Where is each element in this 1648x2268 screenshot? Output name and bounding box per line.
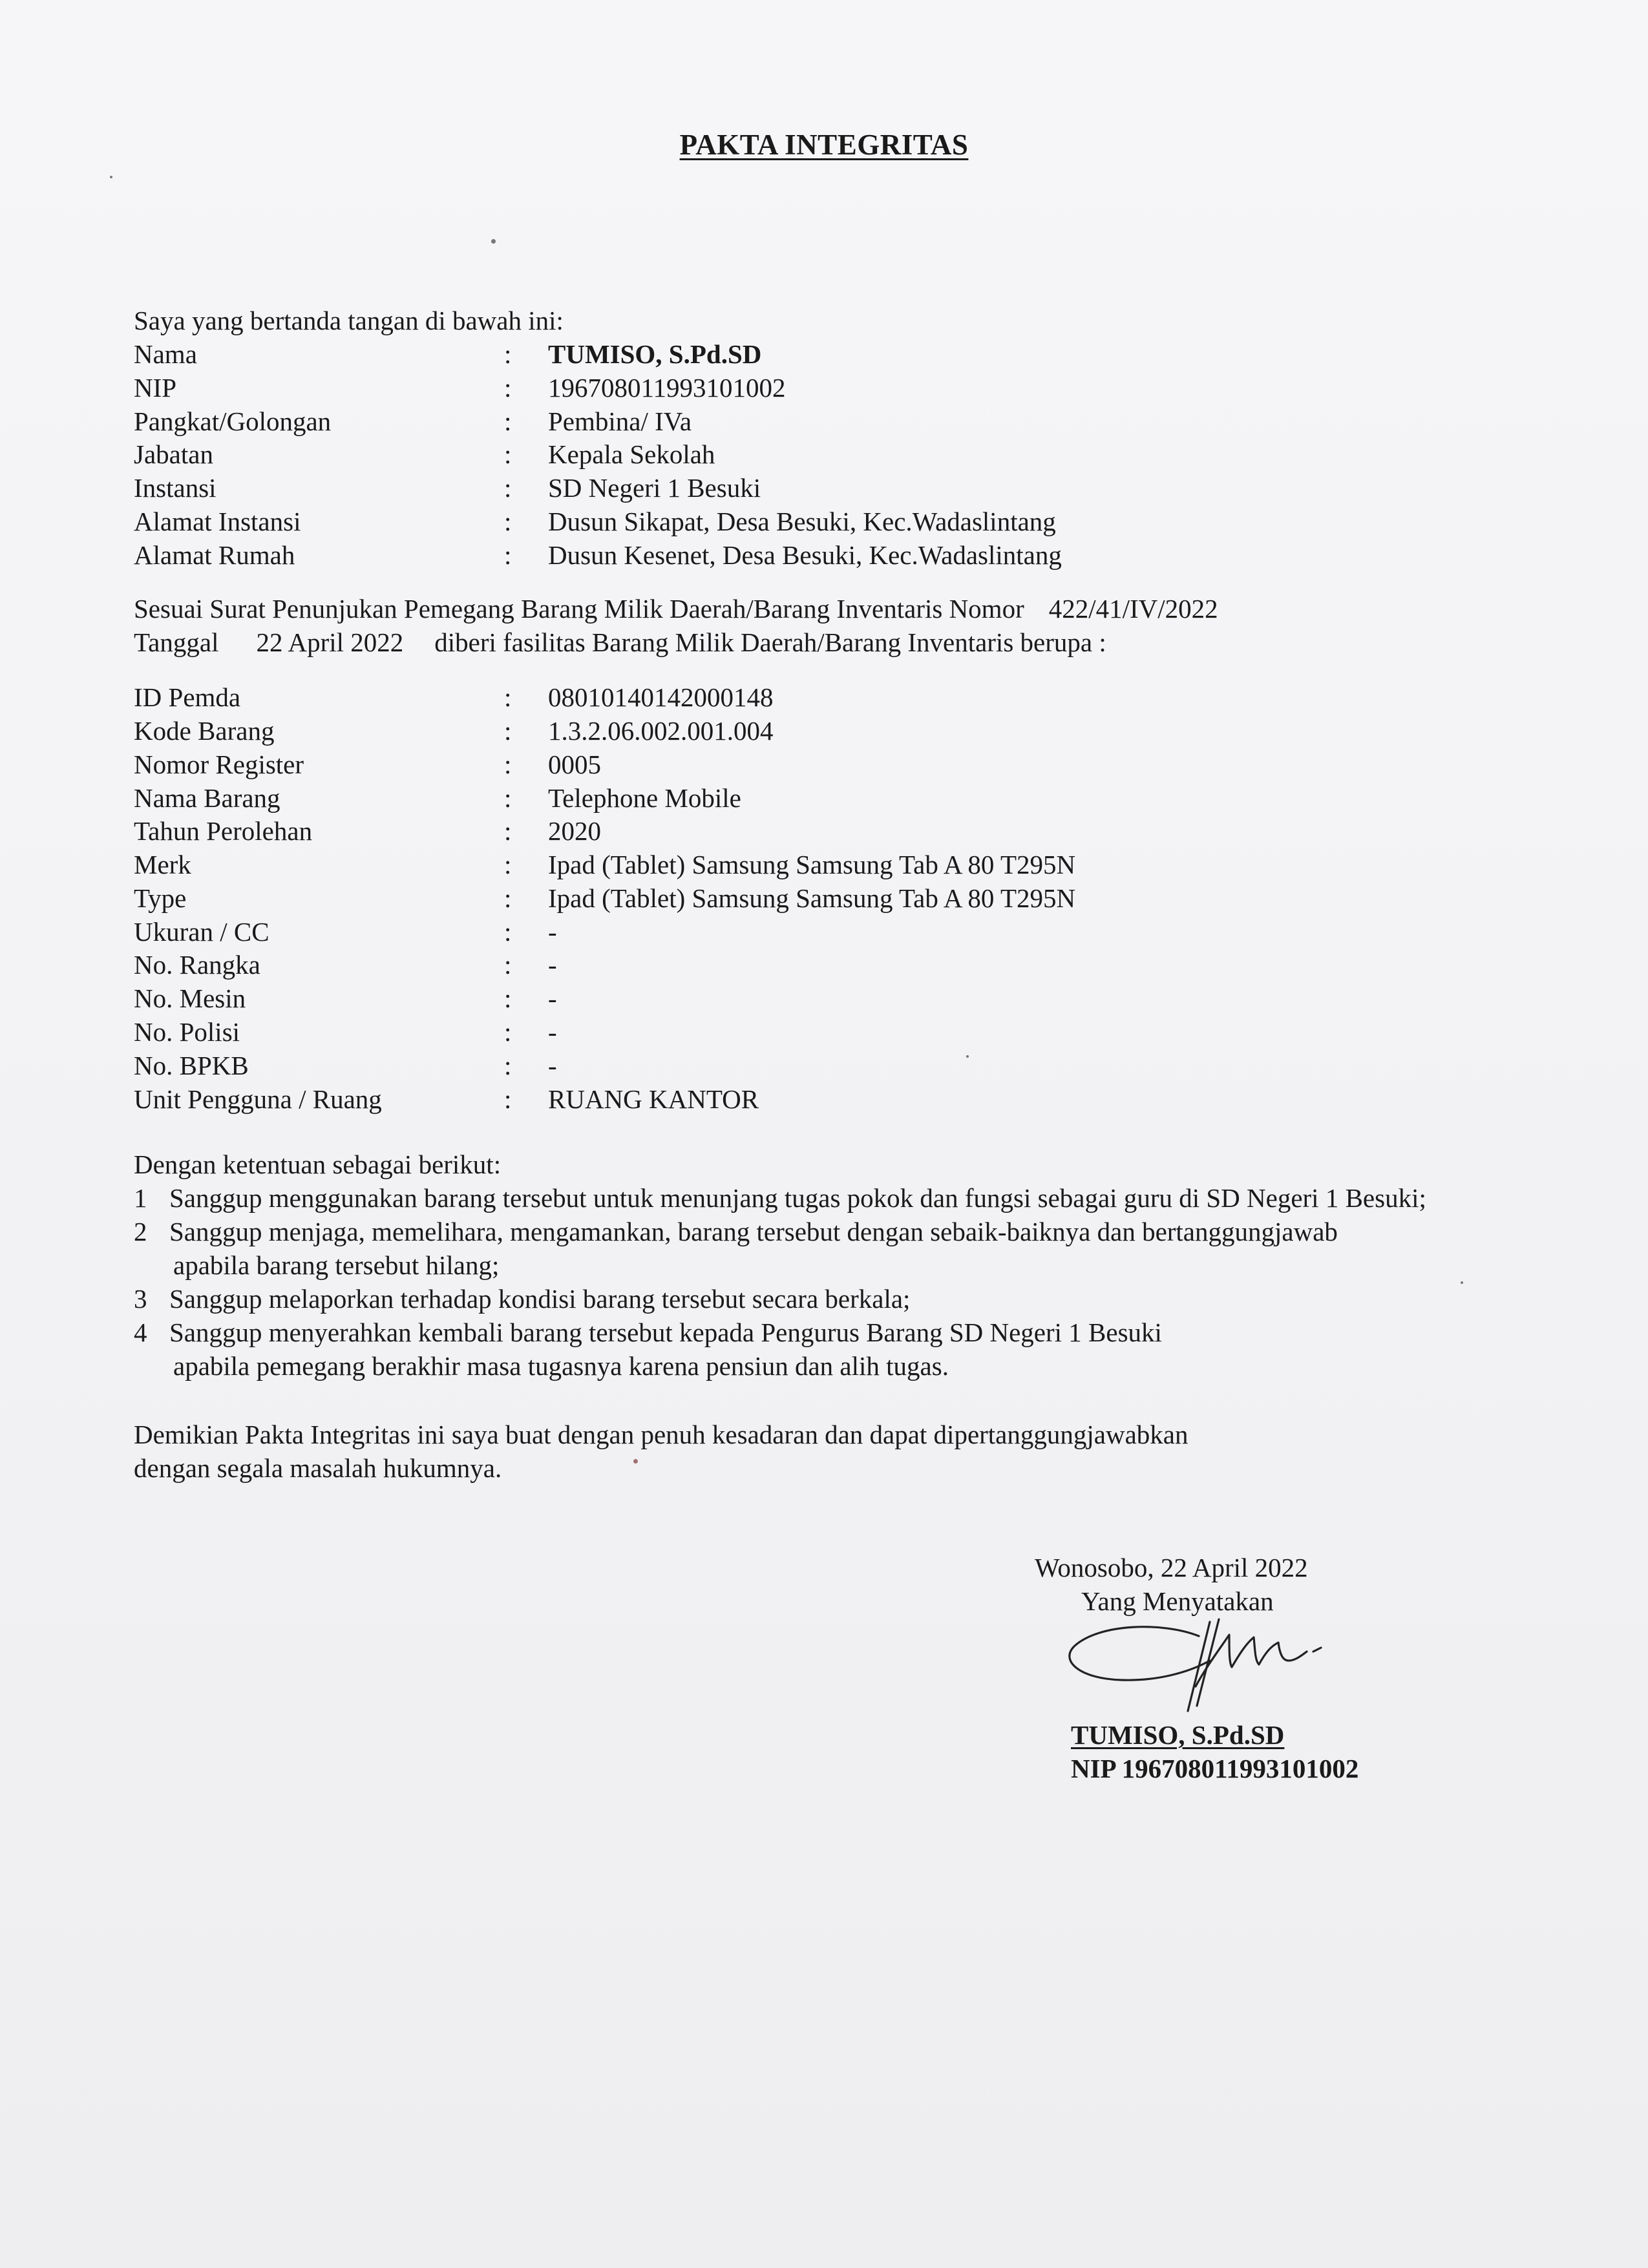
- field-value: Kepala Sekolah: [548, 439, 715, 469]
- colon: :: [504, 1017, 512, 1047]
- reference-text: diberi fasilitas Barang Milik Daerah/Barang Inventaris berupa :: [434, 627, 1106, 657]
- colon: :: [504, 406, 512, 436]
- condition-number: 4: [134, 1318, 147, 1347]
- condition-number: 1: [134, 1183, 147, 1213]
- scan-speck: [491, 239, 496, 244]
- colon: :: [504, 950, 512, 980]
- closing-statement-continued: dengan segala masalah hukumnya.: [134, 1453, 502, 1483]
- field-label: Kode Barang: [134, 716, 275, 746]
- colon: :: [504, 917, 512, 947]
- asset-row: [134, 1049, 1556, 1082]
- field-label: NIP: [134, 373, 177, 403]
- scan-speck: [633, 1459, 638, 1464]
- field-value: 0005: [548, 750, 601, 779]
- field-value: 1.3.2.06.002.001.004: [548, 716, 774, 746]
- colon: :: [504, 1051, 512, 1080]
- asset-row: [134, 982, 1556, 1015]
- condition-text: Sanggup menggunakan barang tersebut untuk menunjang tugas pokok dan fungsi sebagai guru di SD Negeri 1 Besuki;: [169, 1183, 1426, 1213]
- reference-line-2: [134, 625, 1106, 659]
- condition-text: Sanggup menjaga, memelihara, mengamankan, barang tersebut dengan sebaik-baiknya dan bertanggungjawab: [169, 1217, 1338, 1246]
- asset-row: [134, 814, 1556, 848]
- field-label: Alamat Instansi: [134, 507, 301, 536]
- conditions-intro: Dengan ketentuan sebagai berikut:: [134, 1150, 502, 1179]
- field-value: -: [548, 950, 557, 980]
- reference-date: 22 April 2022: [256, 627, 404, 657]
- identity-row-alamat-rumah: [134, 538, 1556, 572]
- reference-line-1: [134, 592, 1218, 625]
- asset-row: [134, 848, 1556, 881]
- scan-speck: [1461, 1281, 1463, 1284]
- field-value: -: [548, 917, 557, 947]
- signer-nip: NIP 196708011993101002: [1071, 1754, 1359, 1783]
- asset-row: [134, 948, 1556, 982]
- field-label: Pangkat/Golongan: [134, 406, 332, 436]
- field-label: No. Polisi: [134, 1017, 240, 1047]
- asset-row: [134, 881, 1556, 915]
- reference-date-label: Tanggal: [134, 627, 219, 657]
- condition-text: Sanggup melaporkan terhadap kondisi barang tersebut secara berkala;: [169, 1284, 911, 1314]
- field-label: Nama Barang: [134, 783, 280, 813]
- field-label: Ukuran / CC: [134, 917, 269, 947]
- asset-row: [134, 915, 1556, 949]
- field-value: 196708011993101002: [548, 373, 786, 403]
- condition-number: 2: [134, 1217, 147, 1246]
- declarant-label: Yang Menyatakan: [1081, 1586, 1274, 1616]
- condition-text-continued: apabila barang tersebut hilang;: [173, 1250, 500, 1280]
- signer-name: TUMISO, S.Pd.SD: [1071, 1720, 1285, 1750]
- field-value: Dusun Kesenet, Desa Besuki, Kec.Wadaslintang: [548, 540, 1062, 570]
- identity-row-alamat-instansi: [134, 505, 1556, 538]
- colon: :: [504, 750, 512, 779]
- colon: :: [504, 850, 512, 879]
- condition-text-continued: apabila pemegang berakhir masa tugasnya karena pensiun dan alih tugas.: [173, 1351, 949, 1381]
- colon: :: [504, 1084, 512, 1114]
- field-label: No. Rangka: [134, 950, 260, 980]
- field-label: Merk: [134, 850, 191, 879]
- reference-number: 422/41/IV/2022: [1048, 594, 1218, 624]
- asset-row: [134, 1015, 1556, 1049]
- field-label: Instansi: [134, 473, 217, 503]
- closing-statement: Demikian Pakta Integritas ini saya buat dengan penuh kesadaran dan dapat dipertanggungjawabkan: [134, 1420, 1188, 1449]
- colon: :: [504, 439, 512, 469]
- scan-speck: [966, 1055, 969, 1058]
- identity-row-jabatan: [134, 437, 1556, 471]
- field-label: No. Mesin: [134, 983, 246, 1013]
- field-label: Type: [134, 883, 187, 913]
- colon: :: [504, 716, 512, 746]
- field-value: 2020: [548, 816, 601, 846]
- identity-row-pangkat: [134, 404, 1556, 438]
- colon: :: [504, 339, 512, 369]
- condition-text: Sanggup menyerahkan kembali barang tersebut kepada Pengurus Barang SD Negeri 1 Besuki: [169, 1318, 1162, 1347]
- colon: :: [504, 983, 512, 1013]
- field-value: Ipad (Tablet) Samsung Samsung Tab A 80 T295N: [548, 850, 1076, 879]
- scan-speck: [110, 176, 112, 178]
- identity-row-nip: [134, 371, 1556, 404]
- handwritten-signature: [1060, 1596, 1325, 1725]
- field-value: SD Negeri 1 Besuki: [548, 473, 761, 503]
- asset-row: [134, 680, 1556, 714]
- field-value: TUMISO, S.Pd.SD: [548, 339, 762, 369]
- colon: :: [504, 682, 512, 712]
- field-value: -: [548, 1051, 557, 1080]
- colon: :: [504, 373, 512, 403]
- identity-row-nama: [134, 337, 1556, 371]
- colon: :: [504, 507, 512, 536]
- place-date: Wonosobo, 22 April 2022: [1035, 1553, 1308, 1582]
- field-value: 08010140142000148: [548, 682, 774, 712]
- field-value: Dusun Sikapat, Desa Besuki, Kec.Wadaslintang: [548, 507, 1056, 536]
- field-value: Pembina/ IVa: [548, 406, 692, 436]
- field-value: Ipad (Tablet) Samsung Samsung Tab A 80 T295N: [548, 883, 1076, 913]
- document-title: PAKTA INTEGRITAS: [679, 129, 969, 161]
- colon: :: [504, 816, 512, 846]
- asset-row: [134, 748, 1556, 781]
- intro-text: Saya yang bertanda tangan di bawah ini:: [134, 306, 564, 335]
- asset-row: [134, 781, 1556, 815]
- colon: :: [504, 783, 512, 813]
- field-label: Nomor Register: [134, 750, 304, 779]
- colon: :: [504, 883, 512, 913]
- field-label: Nama: [134, 339, 197, 369]
- asset-row: [134, 1082, 1556, 1116]
- asset-row: [134, 714, 1556, 748]
- condition-number: 3: [134, 1284, 147, 1314]
- field-value: -: [548, 1017, 557, 1047]
- field-label: Alamat Rumah: [134, 540, 295, 570]
- field-label: Unit Pengguna / Ruang: [134, 1084, 382, 1114]
- field-label: Tahun Perolehan: [134, 816, 313, 846]
- field-value: RUANG KANTOR: [548, 1084, 759, 1114]
- field-label: Jabatan: [134, 439, 213, 469]
- reference-text: Sesuai Surat Penunjukan Pemegang Barang Milik Daerah/Barang Inventaris Nomor: [134, 594, 1024, 624]
- field-label: No. BPKB: [134, 1051, 249, 1080]
- identity-row-instansi: [134, 471, 1556, 505]
- colon: :: [504, 473, 512, 503]
- field-value: -: [548, 983, 557, 1013]
- colon: :: [504, 540, 512, 570]
- field-label: ID Pemda: [134, 682, 241, 712]
- field-value: Telephone Mobile: [548, 783, 741, 813]
